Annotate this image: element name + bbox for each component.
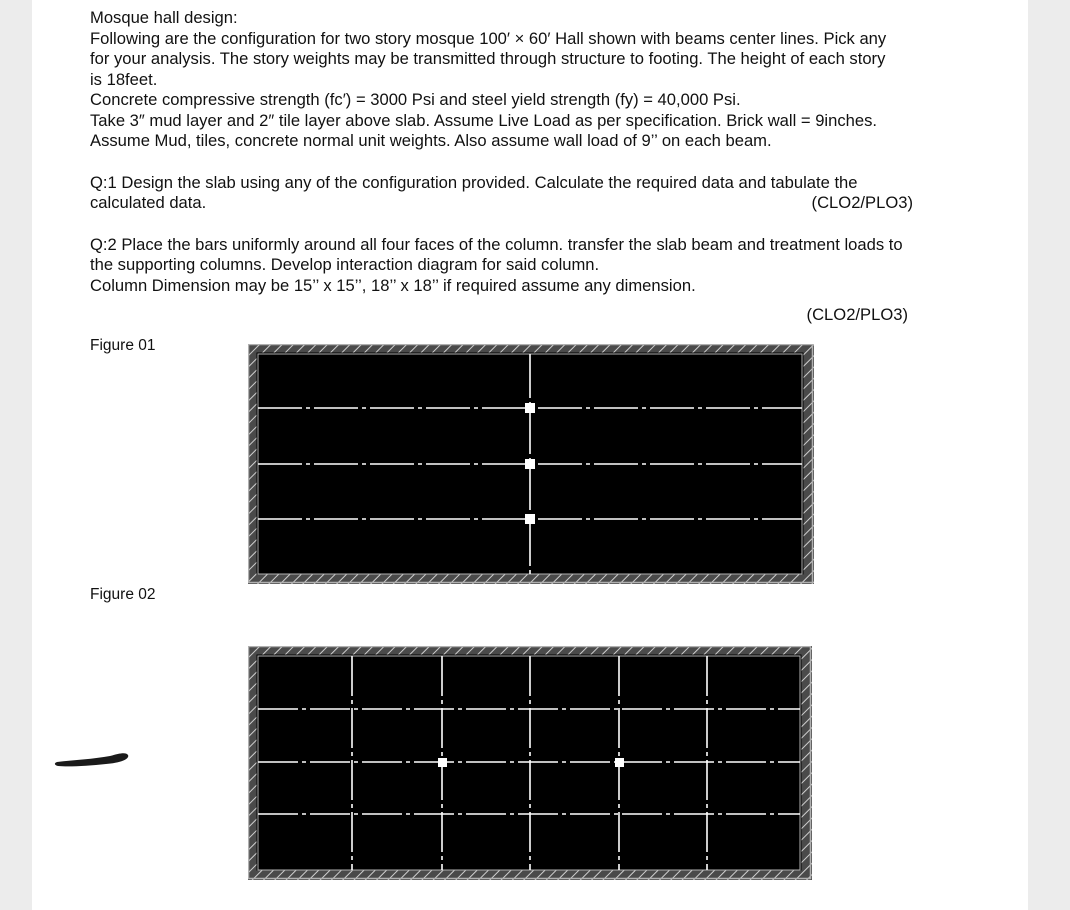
ink-scribble-mark — [54, 748, 130, 768]
intro-line-4: Concrete compressive strength (fc′) = 3000 Psi and steel yield strength (fy) = 40,000 Psi. — [90, 90, 741, 109]
figure-02-label: Figure 02 — [90, 586, 156, 603]
document-title: Mosque hall design: — [90, 8, 238, 27]
q2-line-2: the supporting columns. Develop interaction diagram for said column. — [90, 255, 600, 274]
intro-line-1: Following are the configuration for two story mosque 100′ × 60′ Hall shown with beams center lines. Pick any — [90, 28, 887, 48]
figure-01-column-1 — [525, 403, 535, 413]
figure-02-column-1 — [438, 758, 447, 767]
figure-01-label: Figure 01 — [90, 337, 156, 354]
intro-line-2: for your analysis. The story weights may be transmitted through structure to footing. The height of each story — [90, 49, 886, 68]
document-body — [90, 8, 990, 326]
figure-02-column-2 — [615, 758, 624, 767]
q1-line-2-text: calculated data. — [90, 193, 207, 212]
q1-line-1: Q:1 Design the slab using any of the configuration provided. Calculate the required data and tabulate the — [90, 172, 858, 192]
figure-02-plan — [248, 646, 812, 880]
figure-01-column-3 — [525, 514, 535, 524]
intro-line-6: Assume Mud, tiles, concrete normal unit weights. Also assume wall load of 9’’ on each beam. — [90, 131, 772, 150]
intro-line-5: Take 3″ mud layer and 2″ tile layer above slab. Assume Live Load as per specification. Brick wall = 9inches. — [90, 110, 877, 130]
figure-01-plan — [248, 344, 814, 584]
q2-line-3: Column Dimension may be 15’’ x 15’’, 18’’ x 18’’ if required assume any dimension. — [90, 275, 696, 295]
intro-line-3: is 18feet. — [90, 69, 158, 89]
q2-clo-tag: (CLO2/PLO3) — [806, 305, 908, 324]
q2-line-1: Q:2 Place the bars uniformly around all four faces of the column. transfer the slab beam and treatment loads to — [90, 234, 903, 254]
q1-line-2 — [90, 193, 990, 214]
figure-01-column-2 — [525, 459, 535, 469]
q1-clo-tag: (CLO2/PLO3) — [811, 193, 913, 212]
